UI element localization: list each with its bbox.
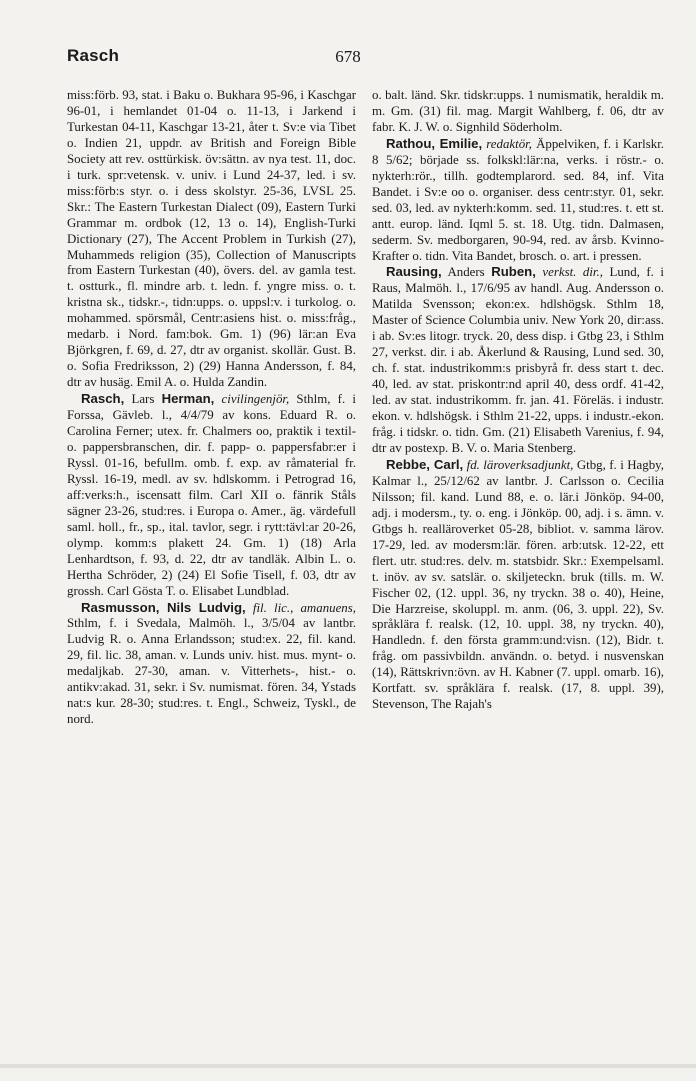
entry-text: Lund, f. i Raus, Malmöh. l., 17/6/95 av handl. Aug. Andersson o. Matilda Svensson; ekon:ex. hdlshögsk. Sthlm 18, Master of Science Columbia univ. New York 20, dir:ass. i ab. Sv:es litogr. tryck. 20, dess disp. i Gtbg 23, i Sthlm 27, verkst. dir. i ab. Åkerlund & Rausing, Lund sed. 30, ch. f. stat. industrikomm:s prisbyrå fr. dess start t. dec. 40, led. av stat. priskontr:nd april 40, dess ordf. 41-42, led. av stat. industrikomm. fr. jan. 41. Föreläs. i industr. ekon. v. hdlshögsk. i Sthlm 21-22, upps. i industr.-ekon. fråg. i tidskr. o. tidn. Gm. (21) Elisabeth Varenius, f. 94, dtr av postexp. B. V. o. Maria Stenberg. xyxy=(372,265,664,455)
entry-given-name-bold: Herman, xyxy=(161,391,215,407)
entry-text: Äppelviken, f. i Karlskr. 8 5/62; började ss. folkskl:lär:na, verks. i röstr.- o. nykterh:rör., tillh. godtemplarord. sed. 84, inf. Vita Bandet. i Sv:e oo o. organiser. dess centr:styr. 01, sekr. sed. 03, led. av nykterh:komm. sed. 11, stud:res. t. ett st. antt. europ. länd. Iqml 5. st. 18. Utg. tidn. Dalmasen, sederm. Sv. medborgaren, 90-94, red. av årsb. Kvinno-Krafter o. tidn. Vita Bandet, brosch. o. art. i pressen. xyxy=(372,136,664,263)
entry-title: verkst. dir., xyxy=(542,265,603,280)
left-column xyxy=(67,88,356,728)
entry-surname: Rasch, xyxy=(81,391,125,407)
entry-given-name: Lars xyxy=(131,392,155,407)
entry-surname: Rausing, xyxy=(386,264,442,280)
entry-name: Rathou, Emilie, xyxy=(386,135,483,151)
entry-rausing xyxy=(372,264,664,456)
running-head: Rasch xyxy=(67,46,120,65)
right-column xyxy=(372,88,664,713)
entry-title: fil. lic., amanuens, xyxy=(252,600,356,615)
entry-text: o. balt. länd. Skr. tidskr:upps. 1 numismatik, heraldik m. m. Gm. (31) fil. mag. Margit Wahlberg, f. 06, dtr av fabr. K. J. W. o. Signhild Söderholm. xyxy=(372,88,664,134)
entry-title: civilingenjör, xyxy=(221,392,290,407)
entry-rathou xyxy=(372,136,664,265)
entry-continuation xyxy=(67,88,356,391)
page-bottom-edge xyxy=(0,1064,696,1068)
entry-name: Rebbe, Carl, xyxy=(386,456,464,472)
entry-given-name-bold: Ruben, xyxy=(491,264,536,280)
entry-text: Gtbg, f. i Hagby, Kalmar l., 25/12/62 av lantbr. J. Carlsson o. Cecilia Nilsson; fil. kand. Lund 88, e. o. lär.i Jönköp. 94-00, adj. i modersm., ty. o. eng. i Jönköp. 00, adj. i s. ämn. v. Gtbgs h. realläroverket 05-28, bibliot. v. samma lärov. 17-29, led. av modersm:lär. fören. arb:utsk. 12-22, ett flert. utr. stud:res. delv. m. statsbidr. Skr.: Exempelsaml. t. inöv. av sv. satslär. o. skiljeteckn. bruk (tills. m. W. Fischer 02, (12. uppl. 36, ny tryckn. 38 o. 40), Heine, Die Harzreise, skoluppl. m. anm. (06, 3. uppl. 22), Sv. språklära f. realsk. (12, 10. uppl. 38, ny tryckn. 40), Handledn. f. den första gramm:und:visn. (12), Bidr. t. fråg. om passivbildn. användn. o. betyd. i nusvenskan (14), Rättskrivn:övn. av H. Kabner (7. uppl. omarb. 16), Kortfatt. sv. språklära f. realsk. (17, 8. uppl. 39), Stevenson, The Rajah's xyxy=(372,457,664,712)
entry-text: Sthlm, f. i Svedala, Malmöh. l., 3/5/04 av lantbr. Ludvig R. o. Anna Erlandsson; stud:ex. 22, fil. kand. 29, fil. lic. 38, aman. v. Lunds univ. hist. mus. mynt- o. medaljkab. 27-30, aman. v. Vitterhets-, hist.- o. antikv:akad. 31, sekr. i Sv. numismat. fören. 34, Ystads nat:s kur. 28-30; stud:res. t. Engl., Schweiz, Tyskl., de nord. xyxy=(67,616,356,727)
entry-rebbe xyxy=(372,457,664,713)
entry-title: redaktör, xyxy=(486,136,532,151)
entry-name: Rasmusson, Nils Ludvig, xyxy=(81,599,246,615)
entry-title: fd. läroverksadjunkt, xyxy=(466,457,574,472)
entry-text: miss:förb. 93, stat. i Baku o. Bukhara 95-96, i Kaschgar 96-01, i hemlandet 01-04 o. 11-13, i Jarkend i Turkestan 04-11, Kaschgar 13-21, åter t. Sv:e via Tibet o. Indien 21, uppdr. av British and Foreign Bible Society att rev. osttürkisk. öv:sättn. av nya test. 11, doc. i turk. spr:vetensk. v. univ. i Lund 24-37, led. i sv. miss:förb:s styr. o. i dess skolstyr. 25-36, LVSL 25. Skr.: The Eastern Turkestan Dialect (09), Eastern Turki Grammar m. ordbok (12, 13 o. 14), English-Turki Dictionary (27), The Accent Problem in Turkish (27), Muhammeds religion (35), Collection of Manuscripts from Eastern Turkestan (40), övers. del. av gamla test. t. ostturk., fl. mindre arb. t. ledn. f. yngre miss. o. t. kristna sk., tidskr.-, tidn:upps. o. uppsl:v. i turkolog. o. mohammed. spörsmål, Centr:asiens hist. o. miss:fråg., medarb. i Nord. fam:bok. Gm. 1) (96) lär:an Eva Björkgren, f. 69, d. 27, dtr av organist. skollär. Gust. B. o. Sofia Fredriksson, 2) (29) Hanna Andersson, f. 84, dtr av husäg. Emil A. o. Hulda Zandin. xyxy=(67,88,356,390)
entry-rasmusson xyxy=(67,600,356,729)
page-number: 678 xyxy=(335,47,361,66)
entry-rasch-herman xyxy=(67,391,356,599)
entry-text: Sthlm, f. i Forssa, Gävleb. l., 4/4/79 av kons. Eduard R. o. Carolina Ferner; utex. fr. Chalmers oo, praktik i textil- o. pappersbranschen, dir. f. papp- o. pappersfabr:er i Ryssl. 01-16, befullm. omb. f. exp. av råmaterial fr. Ryssl. 16-19, medl. av sv. hdlskomm. i Petrograd 16, aff:verks:h., iscensatt film. Carl XII o. fänrik Ståls sägner 23-26, stud:res. i Europa o. Amer., äg. värdefull saml. holl., fr., sp., ital. tavlor, segr. i rytt:tävl:ar 20-26, olymp. komm:s plakett 24. Gm. 1) (18) Arla Lenhardtson, f. 93, d. 22, dtr av tandläk. Albin L. o. Hertha Schröder, 2) (24) El Sofie Tisell, f. 03, dtr av grossh. Carl Gösta T. o. Elisabet Lundblad. xyxy=(67,392,356,598)
entry-continuation xyxy=(372,88,664,136)
entry-given-name: Anders xyxy=(447,265,485,280)
